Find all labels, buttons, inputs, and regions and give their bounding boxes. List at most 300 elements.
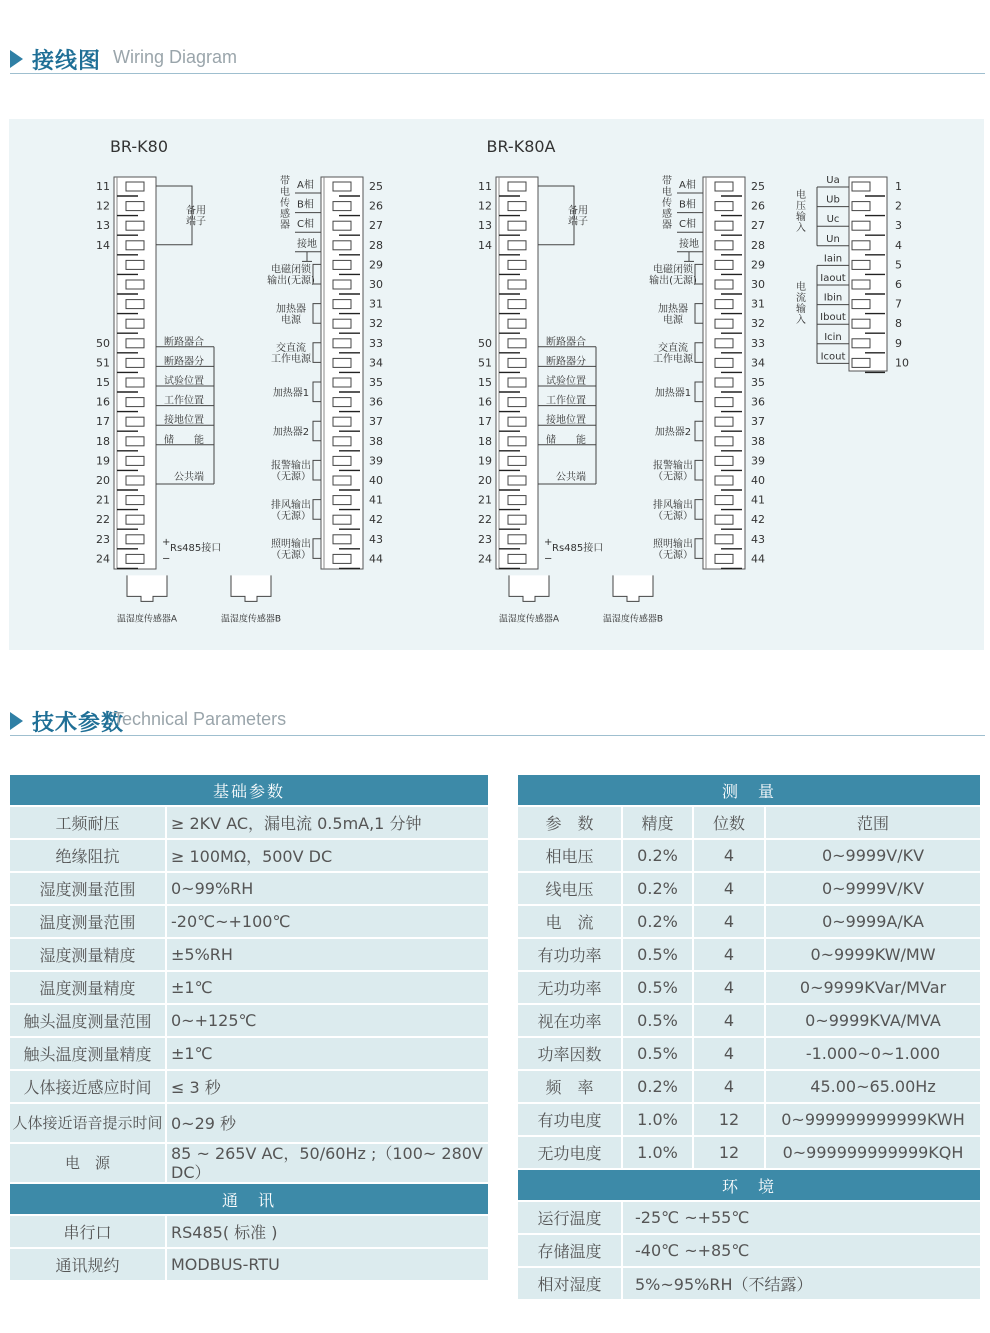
input-label: Un (826, 233, 840, 245)
terminal-slot (126, 260, 144, 269)
terminal-slot (852, 221, 870, 230)
table-row (10, 972, 490, 1005)
terminal-number: 37 (369, 415, 383, 429)
triangle-icon (10, 712, 23, 730)
output-bracket (313, 304, 321, 324)
terminal-slot (508, 554, 526, 563)
terminal-slot (508, 476, 526, 485)
terminal-slot (333, 417, 351, 426)
table-cell: 1.0% (623, 1137, 694, 1170)
column-header: 范围 (766, 807, 982, 840)
table-cell: -1.000~0~1.000 (766, 1038, 982, 1071)
terminal-slot (333, 280, 351, 289)
terminal-number: 26 (369, 199, 383, 213)
table-row (518, 1071, 982, 1104)
table-row (518, 1104, 982, 1137)
table-row (10, 1005, 490, 1038)
terminal-slot (126, 437, 144, 446)
output-label: 照明输出 (271, 539, 311, 551)
table-cell: 4 (694, 972, 766, 1005)
table-cell: 0.2% (623, 840, 694, 873)
terminal-slot (715, 515, 733, 524)
measure-header: 测 量 (518, 775, 982, 807)
terminal-slot (333, 535, 351, 544)
param-name: 人体接近语音提示时间 (10, 1104, 167, 1144)
terminal-number: 29 (369, 258, 383, 272)
terminal-slot (715, 358, 733, 367)
output-label: 交直流 (276, 343, 306, 355)
output-label: 加热器 (658, 303, 688, 315)
table-cell: 0.2% (623, 873, 694, 906)
terminal-number: 34 (751, 356, 765, 370)
terminal-slot (852, 260, 870, 269)
comm-header-row (10, 1184, 490, 1216)
terminal-slot (126, 182, 144, 191)
terminal-slot (333, 358, 351, 367)
common-label: 公共端 (556, 472, 586, 483)
table-cell: 0.5% (623, 972, 694, 1005)
minus-sign: − (162, 553, 171, 565)
input-label: Iaout (820, 273, 846, 284)
table-cell: 0.5% (623, 1005, 694, 1038)
table-row (518, 1202, 982, 1235)
terminal-slot (508, 221, 526, 230)
table-row (10, 1216, 490, 1249)
param-value: ≥ 2KV AC，漏电流 0.5mA,1 分钟 (167, 807, 490, 840)
terminal-slot (715, 339, 733, 348)
table-row (518, 840, 982, 873)
output-label: （无源） (653, 550, 693, 562)
terminal-slot (126, 241, 144, 250)
table-cell: 0~9999V/KV (766, 840, 982, 873)
terminal-slot (715, 417, 733, 426)
measure-columns-row (518, 807, 982, 840)
ct-vertical-label: 带 (662, 176, 672, 187)
terminal-slot (508, 437, 526, 446)
column-header: 参 数 (518, 807, 623, 840)
param-value: 0~+125℃ (167, 1005, 490, 1038)
measure-header-row (518, 775, 982, 807)
ct-vertical-label: 带 (280, 176, 290, 187)
terminal-slot (333, 554, 351, 563)
terminal-number: 6 (895, 278, 902, 291)
terminal-slot (852, 202, 870, 211)
param-value: ≥ 100MΩ，500V DC (167, 840, 490, 873)
output-label: （无源） (271, 550, 311, 562)
output-label: 电源 (663, 314, 683, 326)
terminal-slot (508, 378, 526, 387)
terminal-number: 35 (751, 376, 765, 389)
output-bracket (695, 539, 703, 559)
model-title: BR-K80 (109, 137, 169, 156)
terminal-number: 30 (751, 278, 765, 291)
terminal-slot (508, 456, 526, 465)
input-label: Ibout (820, 312, 846, 324)
terminal-number: 23 (96, 532, 110, 546)
sensor-connector (613, 575, 653, 601)
terminal-slot (333, 476, 351, 485)
table-cell: 0~9999V/KV (766, 873, 982, 906)
terminal-number: 8 (895, 317, 902, 331)
table-row (518, 906, 982, 939)
terminal-number: 38 (369, 434, 383, 448)
terminal-number: 27 (369, 219, 383, 233)
output-bracket (695, 421, 703, 441)
table-cell: 1.0% (623, 1104, 694, 1137)
terminal-slot (508, 339, 526, 348)
phase-label: B相 (297, 199, 314, 211)
signal-label: 工作位置 (164, 395, 204, 407)
table-cell: 0~9999KVar/MVar (766, 972, 982, 1005)
table-cell: 有功电度 (518, 1104, 623, 1137)
output-bracket (695, 304, 703, 324)
terminal-slot (333, 241, 351, 250)
output-label: 输出(无源) (649, 275, 697, 287)
sensor-connector (127, 575, 167, 601)
params-section-header (10, 706, 985, 736)
terminal-slot (333, 319, 351, 328)
sensor-label: 温湿度传感器A (116, 614, 178, 625)
phase-label: C相 (297, 219, 314, 231)
basic-header-row (10, 775, 490, 807)
terminal-slot (126, 554, 144, 563)
terminal-number: 32 (751, 317, 765, 331)
terminal-slot (852, 300, 870, 309)
table-cell: 0~9999A/KA (766, 906, 982, 939)
terminal-number: 15 (96, 376, 110, 389)
terminal-slot (715, 182, 733, 191)
terminal-slot (126, 398, 144, 407)
wiring-diagram-svg (9, 119, 984, 650)
table-row (10, 1071, 490, 1104)
param-name: 通讯规约 (10, 1249, 167, 1282)
output-label: 输出(无源) (267, 275, 315, 287)
output-label: （无源） (271, 510, 311, 522)
table-cell: 相电压 (518, 840, 623, 873)
terminal-number: 38 (751, 434, 765, 448)
terminal-number: 39 (751, 454, 765, 468)
signal-label: 储 能 (164, 434, 204, 446)
table-row (10, 939, 490, 972)
sensor-connector (509, 575, 549, 601)
table-cell: 线电压 (518, 873, 623, 906)
terminal-number: 10 (895, 356, 909, 370)
input-label: Uc (826, 214, 840, 226)
terminal-slot (715, 496, 733, 505)
params-subtitle: Technical Parameters (113, 709, 287, 729)
table-cell: 4 (694, 840, 766, 873)
terminal-slot (715, 260, 733, 269)
table-cell: 无功电度 (518, 1137, 623, 1170)
terminal-number: 16 (96, 395, 110, 409)
terminal-slot (333, 339, 351, 348)
signal-label: 断路器合 (164, 336, 204, 348)
current-input-label: 电 (796, 282, 806, 293)
param-name: 存储温度 (518, 1235, 623, 1268)
table-cell: 4 (694, 906, 766, 939)
terminal-number: 14 (478, 238, 492, 252)
terminal-number: 32 (369, 317, 383, 331)
terminal-slot (715, 378, 733, 387)
table-cell: 频 率 (518, 1071, 623, 1104)
terminal-number: 43 (369, 532, 383, 546)
terminal-number: 9 (895, 336, 902, 350)
rs485-label: Rs485接口 (170, 542, 222, 554)
terminal-number: 33 (369, 336, 383, 350)
table-cell: 0.2% (623, 1071, 694, 1104)
table-row (10, 906, 490, 939)
terminal-slot (715, 535, 733, 544)
current-input-label: 流 (796, 293, 806, 304)
param-value: ±1℃ (167, 972, 490, 1005)
table-row (518, 873, 982, 906)
table-cell: 功率因数 (518, 1038, 623, 1071)
output-bracket (695, 382, 703, 402)
input-label: Icin (824, 331, 842, 343)
terminal-slot (852, 358, 870, 367)
table-row (518, 939, 982, 972)
terminal-slot (126, 515, 144, 524)
output-label: （无源） (653, 471, 693, 483)
current-input-label: 入 (796, 315, 806, 326)
terminal-number: 26 (751, 199, 765, 213)
output-label: （无源） (271, 471, 311, 483)
terminal-number: 40 (369, 474, 383, 487)
param-value: 0~29 秒 (167, 1104, 490, 1144)
spare-terminal-label: 端子 (186, 216, 206, 228)
terminal-number: 34 (369, 356, 383, 370)
table-cell: 电 流 (518, 906, 623, 939)
basic-header: 基础参数 (10, 775, 490, 807)
terminal-number: 15 (478, 376, 492, 389)
terminal-slot (126, 417, 144, 426)
terminal-slot (126, 319, 144, 328)
table-row (518, 972, 982, 1005)
wiring-subtitle: Wiring Diagram (113, 47, 238, 67)
terminal-number: 31 (751, 297, 765, 311)
terminal-slot (715, 476, 733, 485)
triangle-icon (10, 50, 23, 68)
param-name: 人体接近感应时间 (10, 1071, 167, 1104)
terminal-number: 50 (478, 336, 492, 350)
table-cell: 12 (694, 1137, 766, 1170)
param-name: 温度测量范围 (10, 906, 167, 939)
env-header-row (518, 1170, 982, 1202)
terminal-slot (508, 417, 526, 426)
output-label: 加热器1 (654, 387, 692, 399)
terminal-slot (333, 182, 351, 191)
terminal-slot (715, 398, 733, 407)
ct-vertical-label: 传 (280, 198, 290, 209)
terminal-slot (126, 221, 144, 230)
terminal-number: 18 (96, 434, 110, 448)
sensor-label: 温湿度传感器B (220, 614, 282, 625)
signal-label: 接地位置 (164, 415, 204, 427)
signal-label: 断路器合 (546, 336, 586, 348)
terminal-slot (715, 280, 733, 289)
terminal-slot (852, 319, 870, 328)
terminal-slot (852, 241, 870, 250)
terminal-slot (508, 202, 526, 211)
terminal-slot (333, 496, 351, 505)
terminal-slot (126, 456, 144, 465)
terminal-slot (852, 339, 870, 348)
terminal-number: 43 (751, 532, 765, 546)
param-value: -20℃~+100℃ (167, 906, 490, 939)
column-header: 精度 (623, 807, 694, 840)
terminal-number: 22 (96, 513, 110, 527)
terminal-slot (126, 358, 144, 367)
table-row (518, 1137, 982, 1170)
signal-label: 储 能 (546, 434, 586, 446)
output-label: 报警输出 (271, 460, 311, 472)
output-bracket (313, 460, 321, 480)
wiring-section-header (10, 44, 985, 74)
terminal-number: 40 (751, 474, 765, 487)
input-label: Ub (826, 194, 840, 206)
terminal-number: 50 (96, 336, 110, 350)
param-name: 温度测量精度 (10, 972, 167, 1005)
phase-label: 接地 (297, 238, 317, 250)
ct-vertical-label: 器 (280, 220, 290, 231)
phase-label: A相 (679, 180, 696, 191)
terminal-number: 18 (478, 434, 492, 448)
terminal-slot (508, 515, 526, 524)
measure-params-table (518, 775, 982, 1301)
terminal-number: 12 (478, 199, 492, 213)
terminal-number: 22 (478, 513, 492, 527)
param-value: 5%~95%RH（不结露） (623, 1268, 982, 1301)
output-label: 照明输出 (653, 539, 693, 551)
terminal-slot (333, 398, 351, 407)
wiring-diagram (9, 119, 984, 650)
voltage-input-label: 电 (796, 190, 806, 201)
terminal-slot (126, 339, 144, 348)
current-input-label: 输 (796, 304, 806, 315)
terminal-number: 36 (369, 395, 383, 409)
terminal-slot (126, 496, 144, 505)
terminal-slot (508, 260, 526, 269)
ct-vertical-label: 电 (662, 187, 672, 198)
terminal-number: 41 (751, 493, 765, 507)
signal-label: 工作位置 (546, 395, 586, 407)
param-value: -40℃ ~+85℃ (623, 1235, 982, 1268)
terminal-number: 35 (369, 376, 383, 389)
table-cell: 0.2% (623, 906, 694, 939)
terminal-slot (126, 378, 144, 387)
param-name: 电 源 (10, 1144, 167, 1184)
table-row (10, 1038, 490, 1071)
voltage-input-label: 输 (796, 212, 806, 223)
param-name: 湿度测量范围 (10, 873, 167, 906)
table-cell: 0.5% (623, 1038, 694, 1071)
terminal-slot (126, 202, 144, 211)
terminal-number: 30 (369, 278, 383, 291)
terminal-slot (333, 378, 351, 387)
table-row (10, 840, 490, 873)
param-value: ±5%RH (167, 939, 490, 972)
terminal-number: 11 (96, 180, 110, 193)
output-label: 电源 (281, 314, 301, 326)
param-value: RS485( 标准 ) (167, 1216, 490, 1249)
table-row (10, 1249, 490, 1282)
spare-terminal-label: 端子 (568, 216, 588, 228)
param-name: 绝缘阻抗 (10, 840, 167, 873)
table-cell: 4 (694, 1038, 766, 1071)
terminal-number: 21 (478, 493, 492, 507)
terminal-number: 17 (478, 415, 492, 429)
terminal-number: 17 (96, 415, 110, 429)
terminal-slot (508, 398, 526, 407)
terminal-number: 51 (478, 356, 492, 370)
input-label: Iain (823, 253, 843, 265)
terminal-number: 28 (751, 238, 765, 252)
terminal-slot (333, 221, 351, 230)
terminal-number: 24 (96, 552, 110, 566)
params-title: 技术参数 (32, 711, 125, 736)
terminal-number: 20 (478, 474, 492, 487)
output-label: 排风输出 (653, 499, 693, 511)
terminal-slot (508, 280, 526, 289)
terminal-slot (333, 202, 351, 211)
voltage-input-label: 入 (796, 223, 806, 234)
terminal-number: 37 (751, 415, 765, 429)
terminal-number: 11 (478, 180, 492, 193)
input-label: Ua (826, 175, 840, 186)
output-bracket (695, 460, 703, 480)
param-value: MODBUS-RTU (167, 1249, 490, 1282)
terminal-number: 44 (369, 552, 383, 566)
output-label: 工作电源 (271, 354, 311, 366)
ct-vertical-label: 感 (280, 209, 290, 220)
terminal-number: 3 (895, 219, 902, 233)
phase-label: C相 (679, 219, 696, 231)
table-cell: 0~999999999999KQH (766, 1137, 982, 1170)
terminal-number: 20 (96, 474, 110, 487)
terminal-number: 21 (96, 493, 110, 507)
param-value: 85 ~ 265V AC，50/60Hz ;（100~ 280V DC） (167, 1144, 490, 1184)
terminal-number: 42 (751, 513, 765, 527)
spare-terminal-label: 备用 (186, 205, 206, 217)
terminal-number: 33 (751, 336, 765, 350)
output-label: （无源） (653, 510, 693, 522)
table-row (518, 1268, 982, 1301)
sensor-label: 温湿度传感器B (602, 614, 664, 625)
terminal-number: 41 (369, 493, 383, 507)
param-value: 0~99%RH (167, 873, 490, 906)
table-cell: 无功功率 (518, 972, 623, 1005)
output-bracket (313, 539, 321, 559)
table-row (518, 1005, 982, 1038)
terminal-slot (508, 496, 526, 505)
terminal-number: 19 (96, 454, 110, 468)
terminal-number: 25 (369, 180, 383, 193)
param-name: 运行温度 (518, 1202, 623, 1235)
terminal-slot (715, 437, 733, 446)
sensor-connector (231, 575, 271, 601)
table-cell: 有功功率 (518, 939, 623, 972)
table-cell: 0.5% (623, 939, 694, 972)
table-cell: 0~999999999999KWH (766, 1104, 982, 1137)
signal-label: 试验位置 (546, 376, 586, 387)
terminal-slot (852, 280, 870, 289)
output-label: 加热器2 (272, 427, 310, 438)
signal-label: 试验位置 (164, 376, 204, 387)
terminal-slot (508, 535, 526, 544)
output-label: 加热器 (276, 303, 306, 315)
output-label: 加热器1 (272, 387, 310, 399)
table-cell: 45.00~65.00Hz (766, 1071, 982, 1104)
